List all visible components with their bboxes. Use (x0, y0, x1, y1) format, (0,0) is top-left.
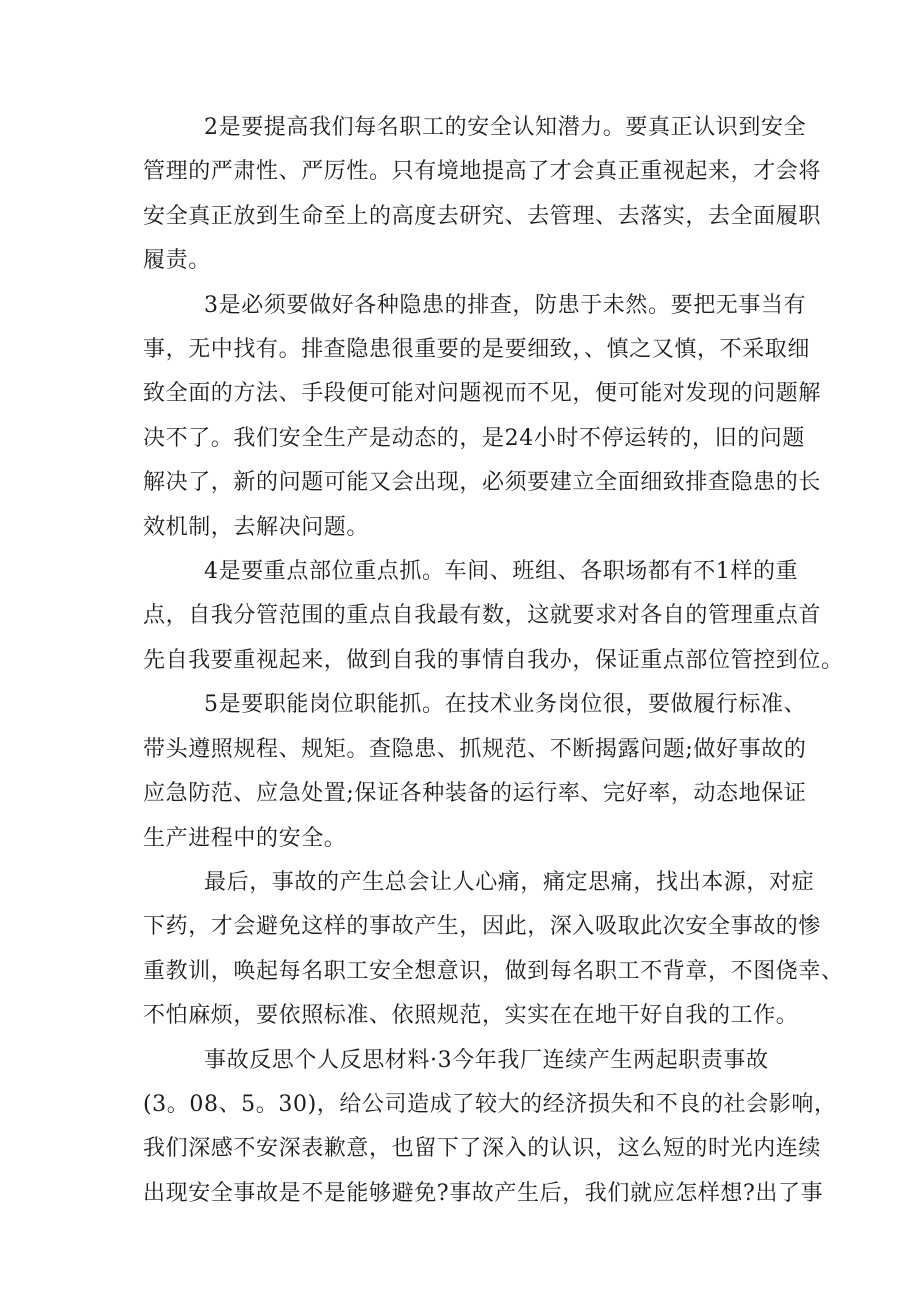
text-line: 解决了，新的问题可能又会出现，必须要建立全面细致排查隐患的长 (143, 470, 822, 496)
text-line: 事故反思个人反思材料·3今年我厂连续产生两起职责事故 (204, 1047, 769, 1073)
text-line: 不怕麻烦，要依照标准、依照规范，实实在在地干好自我的工作。 (143, 1003, 799, 1029)
text-line: 生产进程中的安全。 (143, 825, 347, 851)
paragraph-3-hazard-inspection (143, 284, 822, 550)
paragraph-2-safety-awareness (143, 106, 822, 284)
text-line: 重教训，唤起每名职工安全想意识，做到每名职工不背章，不图侥幸、 (143, 958, 844, 984)
paragraph-4-key-areas (143, 550, 844, 683)
text-line: 2是要提高我们每名职工的安全认知潜力。要真正认识到安全 (204, 115, 807, 140)
text-line: 带头遵照规程、规矩。查隐患、抓规范、不断揭露问题;做好事故的 (143, 736, 807, 762)
paragraph-conclusion (143, 861, 844, 1039)
text-line: 应急防范、应急处置;保证各种装备的运行率、完好率，动态地保证 (143, 781, 807, 807)
paragraph-5-functional-posts (143, 683, 807, 861)
text-line: 点，自我分管范围的重点自我最有数，这就要求对各自的管理重点首 (143, 603, 822, 629)
document-body (143, 106, 844, 1216)
text-line: 致全面的方法、手段便可能对问题视而不见，便可能对发现的问题解 (143, 381, 822, 407)
text-line: 我们深感不安深表歉意，也留下了深入的认识，这么短的时光内连续 (143, 1136, 822, 1162)
text-line: 安全真正放到生命至上的高度去研究、去管理、去落实，去全面履职 (143, 203, 822, 229)
text-line: 决不了。我们安全生产是动态的，是24小时不停运转的，旧的问题 (143, 425, 805, 451)
text-line: 出现安全事故是不是能够避免?事故产生后，我们就应怎样想?出了事 (143, 1180, 824, 1206)
text-line: 事，无中找有。排查隐患很重要的是要细致，、慎之又慎，不采取细 (143, 337, 811, 363)
text-line: (3。08、5。30)，给公司造成了较大的经济损失和不良的社会影响， (143, 1091, 837, 1117)
text-line: 4是要重点部位重点抓。车间、班组、各职场都有不1样的重 (204, 559, 799, 585)
text-line: 5是要职能岗位职能抓。在技术业务岗位很，要做履行标准、 (204, 692, 807, 718)
text-line: 最后，事故的产生总会让人心痛，痛定思痛，找出本源，对症 (204, 869, 815, 895)
text-line: 下药，才会避免这样的事故产生，因此，深入吸取此次安全事故的惨 (143, 914, 822, 940)
text-line: 履责。 (143, 248, 211, 274)
text-line: 效机制，去解决问题。 (143, 514, 370, 540)
text-line: 管理的严肃性、严厉性。只有境地提高了才会真正重视起来，才会将 (143, 159, 822, 185)
text-line: 3是必须要做好各种隐患的排查，防患于未然。要把无事当有 (204, 292, 807, 318)
paragraph-reflection-material-3 (143, 1039, 837, 1217)
text-line: 先自我要重视起来，做到自我的事情自我办，保证重点部位管控到位。 (143, 647, 844, 673)
